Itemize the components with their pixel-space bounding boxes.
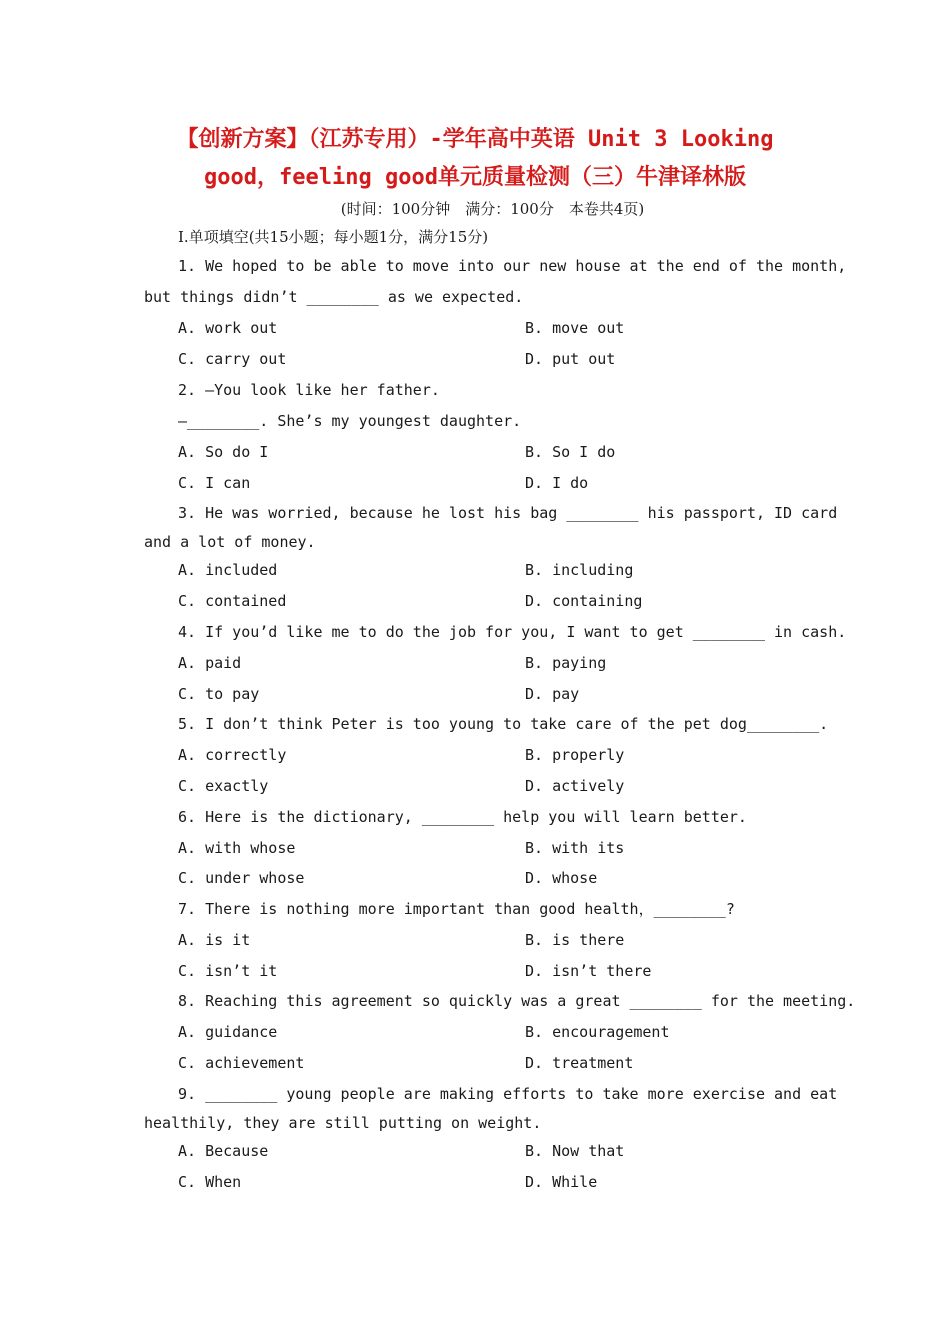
document-title-line-1: 【创新方案】（江苏专用）-学年高中英语 Unit 3 Looking (176, 127, 774, 152)
question-9-option-a: A. Because (178, 1142, 269, 1160)
question-4-option-a: A. paid (178, 654, 242, 672)
question-6-option-d: D. whose (525, 869, 598, 887)
question-3-option-b: B. including (525, 561, 634, 579)
question-9-option-b: B. Now that (525, 1142, 625, 1160)
question-5-stem: 5. I don’t think Peter is too young to take care of the pet dog________. (178, 715, 829, 733)
question-2-option-b: B. So I do (525, 443, 616, 461)
question-4-option-b: B. paying (525, 654, 607, 672)
question-4-option-c: C. to pay (178, 685, 260, 703)
question-1-stem-cont: but things didn’t ________ as we expected. (144, 288, 524, 306)
question-8-stem: 8. Reaching this agreement so quickly was a great ________ for the meeting. (178, 992, 856, 1010)
question-7-option-a: A. is it (178, 931, 251, 949)
question-2-option-d: D. I do (525, 474, 589, 492)
question-8-option-c: C. achievement (178, 1054, 305, 1072)
question-6-option-c: C. under whose (178, 869, 305, 887)
question-9-stem-cont: healthily, they are still putting on weight. (144, 1114, 542, 1132)
question-2-stem: 2. —You look like her father. (178, 381, 440, 399)
question-6-stem: 6. Here is the dictionary, ________ help you will learn better. (178, 808, 747, 826)
question-8-option-a: A. guidance (178, 1023, 278, 1041)
question-7-stem: 7. There is nothing more important than good health，________? (178, 900, 735, 918)
question-9-option-d: D. While (525, 1173, 598, 1191)
question-4-option-d: D. pay (525, 685, 580, 703)
question-7-option-c: C. isn’t it (178, 962, 278, 980)
question-2-option-c: C. I can (178, 474, 251, 492)
exam-meta: (时间：100分钟 满分：100分 本卷共4页) (340, 200, 645, 218)
section-heading: Ⅰ.单项填空(共15小题；每小题1分，满分15分) (178, 228, 489, 246)
question-6-option-a: A. with whose (178, 839, 296, 857)
question-9-stem: 9. ________ young people are making efforts to take more exercise and eat (178, 1085, 838, 1103)
question-1-option-c: C. carry out (178, 350, 287, 368)
question-1-option-d: D. put out (525, 350, 616, 368)
question-8-option-b: B. encouragement (525, 1023, 670, 1041)
question-5-option-c: C. exactly (178, 777, 269, 795)
question-9-option-c: C. When (178, 1173, 242, 1191)
question-3-option-d: D. containing (525, 592, 643, 610)
question-3-stem-cont: and a lot of money. (144, 533, 316, 551)
question-7-option-b: B. is there (525, 931, 625, 949)
question-2-stem-cont: —________. She’s my youngest daughter. (178, 412, 522, 430)
question-5-option-d: D. actively (525, 777, 625, 795)
document-title-line-2: good，feeling good单元质量检测（三）牛津译林版 (204, 165, 746, 190)
question-4-stem: 4. If you’d like me to do the job for you, I want to get ________ in cash. (178, 623, 847, 641)
question-8-option-d: D. treatment (525, 1054, 634, 1072)
question-1-stem: 1. We hoped to be able to move into our new house at the end of the month, (178, 257, 847, 275)
question-1-option-a: A. work out (178, 319, 278, 337)
question-3-option-c: C. contained (178, 592, 287, 610)
question-2-option-a: A. So do I (178, 443, 269, 461)
question-3-stem: 3. He was worried, because he lost his bag ________ his passport, ID card (178, 504, 838, 522)
question-7-option-d: D. isn’t there (525, 962, 652, 980)
question-1-option-b: B. move out (525, 319, 625, 337)
question-3-option-a: A. included (178, 561, 278, 579)
question-5-option-a: A. correctly (178, 746, 287, 764)
question-6-option-b: B. with its (525, 839, 625, 857)
question-5-option-b: B. properly (525, 746, 625, 764)
